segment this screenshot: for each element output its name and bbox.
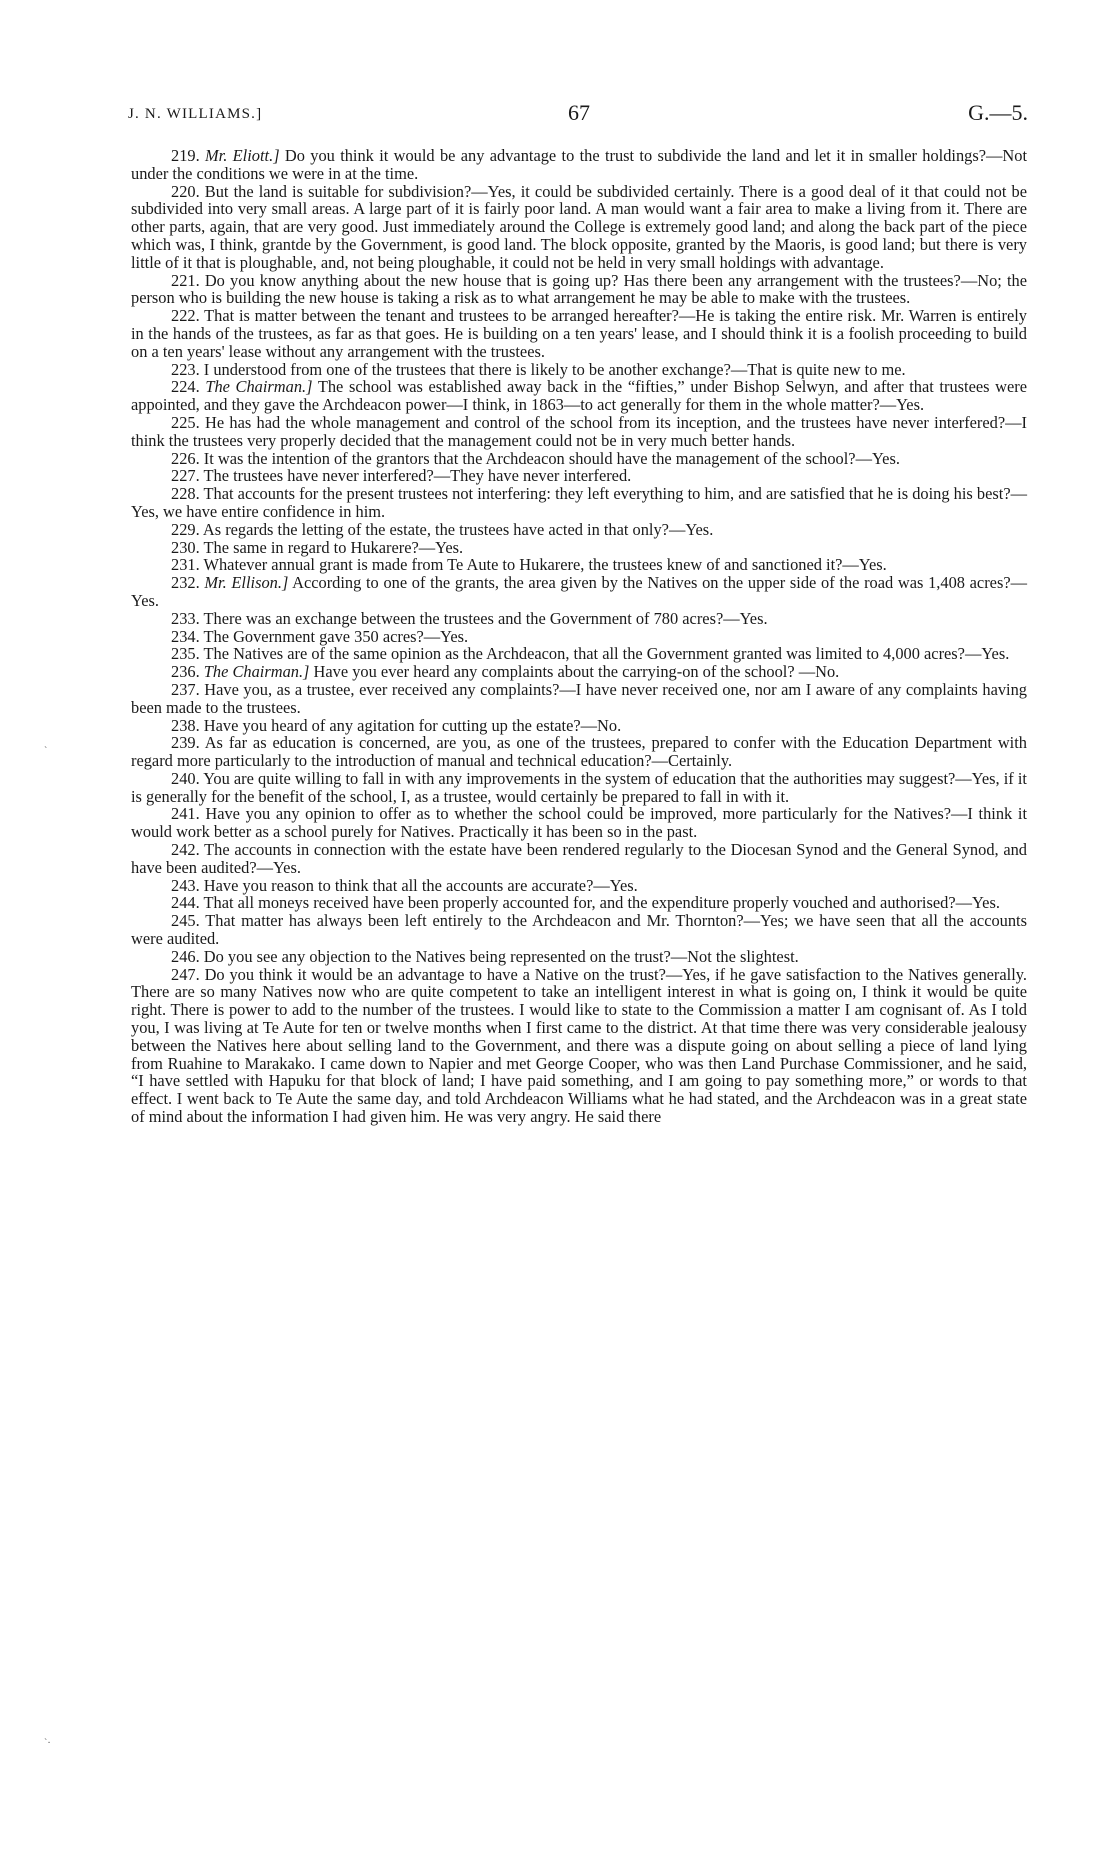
question-text: The trustees have never interfered?—They have never interfered. <box>203 466 632 486</box>
question-number: 231. <box>171 555 200 575</box>
question-text: There was an exchange between the trustees and the Government of 780 acres?—Yes. <box>203 608 768 628</box>
question-text: That matter has always been left entirely to the Archdeacon and Mr. Thornton?—Yes; we have seen that all the accounts were audited. <box>131 911 1027 949</box>
speaker-name: Mr. Ellison.] <box>204 573 289 593</box>
question-number: 222. <box>171 306 200 326</box>
question-text: As far as education is concerned, are you, as one of the trustees, prepared to confer with the Education Department with regard more particularly to the introduction of manual and technical education?—Certainly. <box>131 733 1027 771</box>
page-header <box>128 100 1028 130</box>
question-number: 225. <box>171 412 200 432</box>
question-243 <box>131 877 1027 895</box>
question-number: 247. <box>171 964 200 984</box>
question-238 <box>131 717 1027 735</box>
question-232 <box>131 574 1027 610</box>
evidence-body <box>131 147 1027 1126</box>
question-219 <box>131 147 1027 183</box>
question-229 <box>131 521 1027 539</box>
question-number: 240. <box>171 768 200 788</box>
header-witness-name: J. N. WILLIAMS.] <box>128 106 263 122</box>
question-number: 230. <box>171 537 200 557</box>
question-236 <box>131 663 1027 681</box>
question-text: The same in regard to Hukarere?—Yes. <box>203 537 464 557</box>
question-226 <box>131 450 1027 468</box>
question-245 <box>131 912 1027 948</box>
question-number: 226. <box>171 448 200 468</box>
question-text: He has had the whole management and control of the school from its inception, and the trustees have never interfered?—I think the trustees very properly decided that the management could not be in very much better hands. <box>131 412 1027 450</box>
question-225 <box>131 414 1027 450</box>
question-text: But the land is suitable for subdivision?—Yes, it could be subdivided certainly. There is a good deal of it that could not be subdivided into very small areas. A large part of it is fairly poor land. A man would want a fair area to make a living from it. There are other parts, again, that are very good. Just immediately around the College is extremely good land; and along the back part of the piece which was, I think, grantde by the Government, is good land. The block opposite, granted by the Maoris, is good land; but there is very little of it that is ploughable, and, not being ploughable, it could not be held in very small holdings with advantage. <box>131 181 1027 272</box>
question-text: That accounts for the present trustees not interfering: they left everything to him, and are satisfied that he is doing his best?—Yes, we have entire confidence in him. <box>131 484 1027 521</box>
question-228 <box>131 485 1027 521</box>
question-231 <box>131 556 1027 574</box>
question-text: Have you reason to think that all the accounts are accurate?—Yes. <box>203 875 638 895</box>
question-text: As regards the letting of the estate, the trustees have acted in that only?—Yes. <box>202 519 714 539</box>
question-number: 227. <box>171 466 200 486</box>
page-number: 67 <box>568 100 590 125</box>
speaker-name: The Chairman.] <box>203 662 310 682</box>
question-text: I understood from one of the trustees that there is likely to be another exchange?—That is quite new to me. <box>203 359 906 379</box>
question-text: The Natives are of the same opinion as the Archdeacon, that all the Government granted was limited to 4,000 acres?—Yes. <box>203 644 1010 664</box>
question-223 <box>131 361 1027 379</box>
question-text: Have you ever heard any complaints about the carrying-on of the school? —No. <box>309 662 840 682</box>
question-number: 232. <box>171 573 200 593</box>
question-number: 244. <box>171 893 200 913</box>
question-235 <box>131 645 1027 663</box>
question-text: Do you know anything about the new house that is going up? Has there been any arrangement with the trustees?—No; the person who is building the new house is taking a risk as to what arrangement he may be able to make with the trustees. <box>131 270 1027 308</box>
question-text: According to one of the grants, the area given by the Natives on the upper side of the road was 1,408 acres?—Yes. <box>131 573 1027 610</box>
question-number: 236. <box>171 662 200 682</box>
question-text: The Government gave 350 acres?—Yes. <box>203 626 469 646</box>
question-text: You are quite willing to fall in with any improvements in the system of education that the authorities may suggest?—Yes, if it is generally for the benefit of the school, I, as a trustee, would certainly be prepared to fall in with it. <box>131 768 1027 806</box>
margin-mark: ˋ <box>44 746 48 757</box>
question-text: The school was established away back in the “fifties,” under Bishop Selwyn, and after that trustees were appointed, and they gave the Archdeacon power—I think, in 1863—to act generally for them in the whole matter?—Yes. <box>131 377 1027 415</box>
question-text: Have you heard of any agitation for cutting up the estate?—No. <box>203 715 622 735</box>
question-number: 234. <box>171 626 200 646</box>
question-text: The accounts in connection with the estate have been rendered regularly to the Diocesan Synod and the General Synod, and have been audited?—Yes. <box>131 840 1027 877</box>
question-237 <box>131 681 1027 717</box>
question-number: 221. <box>171 270 200 290</box>
question-number: 224. <box>171 377 200 397</box>
question-number: 228. <box>171 484 200 504</box>
question-text: Have you any opinion to offer as to whether the school could be improved, more particularly for the Natives?—I think it would work better as a school purely for Natives. Practically it has been so in the past. <box>131 804 1027 842</box>
document-reference: G.—5. <box>968 100 1028 125</box>
question-241 <box>131 805 1027 841</box>
question-number: 219. <box>171 146 200 165</box>
question-text: That all moneys received have been properly accounted for, and the expenditure properly vouched and authorised?—Yes. <box>203 893 1000 913</box>
question-number: 242. <box>171 840 200 860</box>
question-246 <box>131 948 1027 966</box>
question-text: Do you think it would be any advantage to the trust to subdivide the land and let it in smaller holdings?—Not under the conditions we were in at the time. <box>131 146 1027 183</box>
question-247 <box>131 966 1027 1126</box>
question-number: 235. <box>171 644 200 664</box>
question-number: 220. <box>171 181 200 201</box>
question-text: Do you think it would be an advantage to have a Native on the trust?—Yes, if he gave satisfaction to the Natives generally. There are so many Natives now who are quite competent to take an intelligent interest in what is going on, I think it would be quite right. There is power to add to the number of the trustees. I would like to state to the Commission a matter I am cognisant of. As I told you, I was living at Te Aute for ten or twelve months when I first came to the district. At that time there was very considerable jealousy between the Natives here about selling land to the Government, and there was a dispute going on about selling a piece of land lying from Ruahine to Marakako. I came down to Napier and met George Cooper, who was then Land Purchase Commissioner, and he said, “I have settled with Hapuku for that block of land; I have paid something, and I am going to pay something more,” or words to that effect. I went back to Te Aute the same day, and told Archdeacon Williams what he had stated, and the Archdeacon was in a great state of mind about the information I had given him. He was very angry. He said there <box>131 964 1027 1127</box>
question-234 <box>131 628 1027 646</box>
question-text: Whatever annual grant is made from Te Aute to Hukarere, the trustees knew of and sanctioned it?—Yes. <box>203 555 887 575</box>
question-222 <box>131 307 1027 360</box>
question-239 <box>131 734 1027 770</box>
question-number: 246. <box>171 946 200 966</box>
question-240 <box>131 770 1027 806</box>
question-number: 239. <box>171 733 200 753</box>
question-224 <box>131 378 1027 414</box>
question-number: 245. <box>171 911 200 931</box>
question-number: 243. <box>171 875 200 895</box>
question-221 <box>131 272 1027 308</box>
speaker-name: Mr. Eliott.] <box>205 146 280 165</box>
speaker-name: The Chairman.] <box>205 377 313 397</box>
question-text: Do you see any objection to the Natives being represented on the trust?—Not the slightest. <box>203 946 799 966</box>
question-230 <box>131 539 1027 557</box>
question-text: That is matter between the tenant and trustees to be arranged hereafter?—He is taking the entire risk. Mr. Warren is entirely in the hands of the trustees, as far as that goes. He is building on a ten years' lease, and I should think it is a foolish proceeding to build on a ten years' lease without any arrangement with the trustees. <box>131 306 1028 361</box>
question-number: 241. <box>171 804 200 824</box>
question-233 <box>131 610 1027 628</box>
question-220 <box>131 183 1027 272</box>
question-227 <box>131 467 1027 485</box>
question-number: 238. <box>171 715 200 735</box>
question-number: 223. <box>171 359 200 379</box>
question-number: 229. <box>171 519 200 539</box>
question-244 <box>131 894 1027 912</box>
question-text: It was the intention of the grantors that the Archdeacon should have the management of the school?—Yes. <box>203 448 900 468</box>
question-text: Have you, as a trustee, ever received any complaints?—I have never received one, nor am I aware of any complaints having been made to the trustees. <box>131 679 1027 717</box>
question-242 <box>131 841 1027 877</box>
question-number: 233. <box>171 608 200 628</box>
margin-mark: ˋ· <box>44 1738 51 1749</box>
question-number: 237. <box>171 679 200 699</box>
